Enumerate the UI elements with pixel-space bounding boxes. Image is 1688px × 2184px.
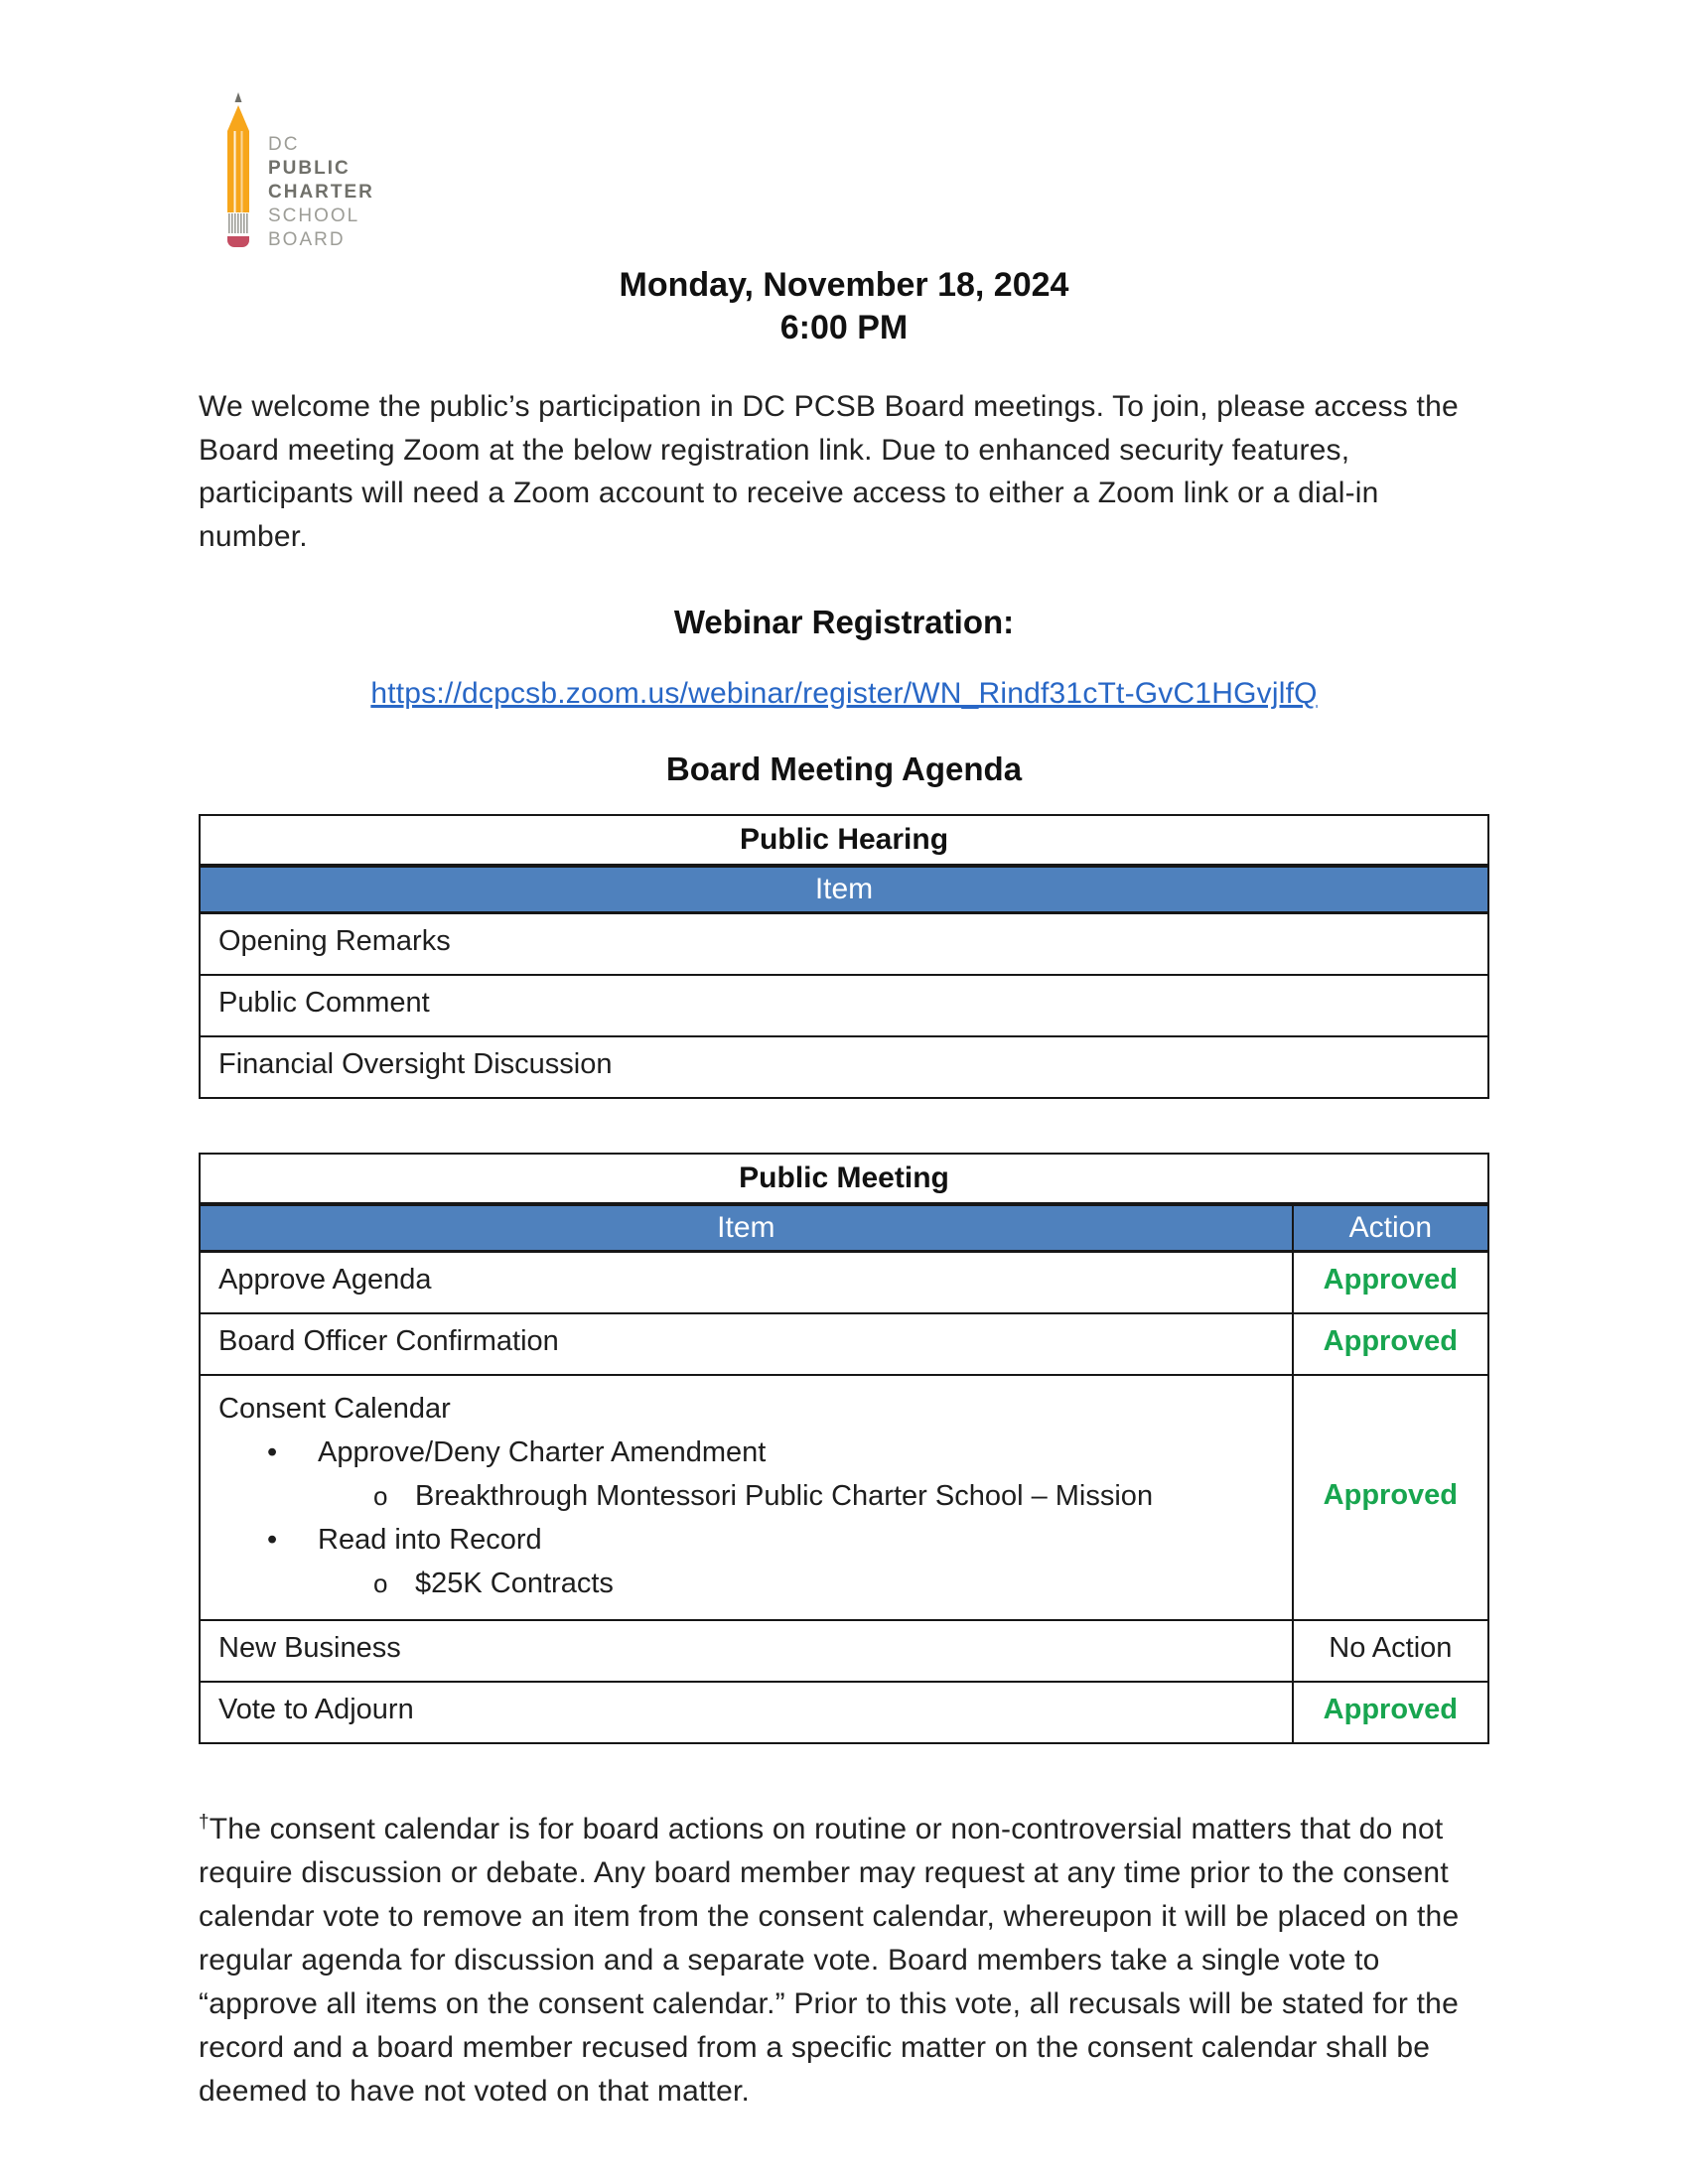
action-status-approved: Approved (1293, 1313, 1488, 1375)
action-status-approved: Approved (1293, 1375, 1488, 1620)
meeting-datetime (199, 264, 1489, 349)
webinar-registration-link[interactable]: https://dcpcsb.zoom.us/webinar/register/WN_Rindf31cTt-GvC1HGvjlfQ (370, 677, 1318, 710)
webinar-link-row (199, 677, 1489, 711)
table-row (200, 866, 1488, 913)
webinar-registration-heading: Webinar Registration: (673, 604, 1015, 640)
agenda-item-approve-agenda: Approve Agenda (200, 1252, 1293, 1314)
public-meeting-item-header: Item (200, 1204, 1293, 1252)
consent-bullet-read-into-record: • Read into Record (218, 1518, 1276, 1562)
public-meeting-table (199, 1153, 1489, 1744)
consent-subbullet-breakthrough-montessori: o Breakthrough Montessori Public Charter School – Mission (218, 1474, 1170, 1518)
footnote-text: The consent calendar is for board actions on routine or non-controversial matters that do not require discussion or debate. Any board member may request at any time prior to the consent calendar vote to remove an item from the consent calendar, whereupon it will be placed on the regular agenda for discussion and a separate vote. Board members take a single vote to “approve all items on the consent calendar.” Prior to this vote, all recusals will be stated for the record and a board member recused from a specific matter on the consent calendar shall be deemed to have not voted on that matter. (199, 1813, 1460, 2108)
consent-calendar-footnote (199, 1808, 1489, 2114)
agenda-item-consent-calendar (200, 1375, 1293, 1620)
logo-line-dc: DC (268, 134, 300, 155)
consent-bullet-charter-amendment: • Approve/Deny Charter Amendment (218, 1431, 1276, 1474)
table-row (200, 913, 1488, 976)
table-row (200, 1154, 1488, 1204)
agenda-item-public-comment: Public Comment (200, 975, 1488, 1036)
meeting-date: Monday, November 18, 2024 (619, 266, 1069, 304)
logo-line-school: SCHOOL (268, 205, 360, 226)
agenda-item-financial-oversight-discussion: Financial Oversight Discussion (200, 1036, 1488, 1098)
table-row (200, 1313, 1488, 1375)
table-row (200, 1620, 1488, 1682)
dagger-symbol: † (199, 1812, 210, 1833)
intro-paragraph: We welcome the public’s participation in DC PCSB Board meetings. To join, please access the Board meeting Zoom at the below registration link. Due to enhanced security features, participants will need a Zoom account to receive access to either a Zoom link or a dial-in number. (199, 390, 1459, 553)
public-hearing-title: Public Hearing (200, 815, 1488, 866)
agenda-item-board-officer-confirmation: Board Officer Confirmation (200, 1313, 1293, 1375)
consent-calendar-label: Consent Calendar (218, 1393, 451, 1425)
public-meeting-action-header: Action (1293, 1204, 1488, 1252)
pencil-icon (224, 91, 252, 248)
public-meeting-title: Public Meeting (200, 1154, 1488, 1204)
consent-subbullet-25k-contracts: o $25K Contracts (218, 1562, 1170, 1605)
public-hearing-item-header: Item (200, 866, 1488, 913)
logo-line-board: BOARD (268, 229, 346, 250)
agenda-item-new-business: New Business (200, 1620, 1293, 1682)
table-row (200, 975, 1488, 1036)
table-row (200, 1682, 1488, 1743)
agenda-item-opening-remarks: Opening Remarks (200, 913, 1488, 976)
action-status-approved: Approved (1293, 1252, 1488, 1314)
logo-line-public: PUBLIC (268, 158, 351, 179)
agenda-item-vote-to-adjourn: Vote to Adjourn (200, 1682, 1293, 1743)
table-row (200, 1252, 1488, 1314)
table-row (200, 1375, 1488, 1620)
logo-line-charter: CHARTER (268, 182, 374, 203)
action-status-no-action: No Action (1293, 1620, 1488, 1682)
logo-wordmark (268, 91, 374, 252)
table-row (200, 1036, 1488, 1098)
table-row (200, 815, 1488, 866)
table-row (200, 1204, 1488, 1252)
dcpcsb-logo (224, 91, 1489, 250)
meeting-time: 6:00 PM (779, 309, 909, 346)
action-status-approved: Approved (1293, 1682, 1488, 1743)
public-hearing-table (199, 814, 1489, 1099)
board-meeting-agenda-heading: Board Meeting Agenda (665, 751, 1023, 787)
